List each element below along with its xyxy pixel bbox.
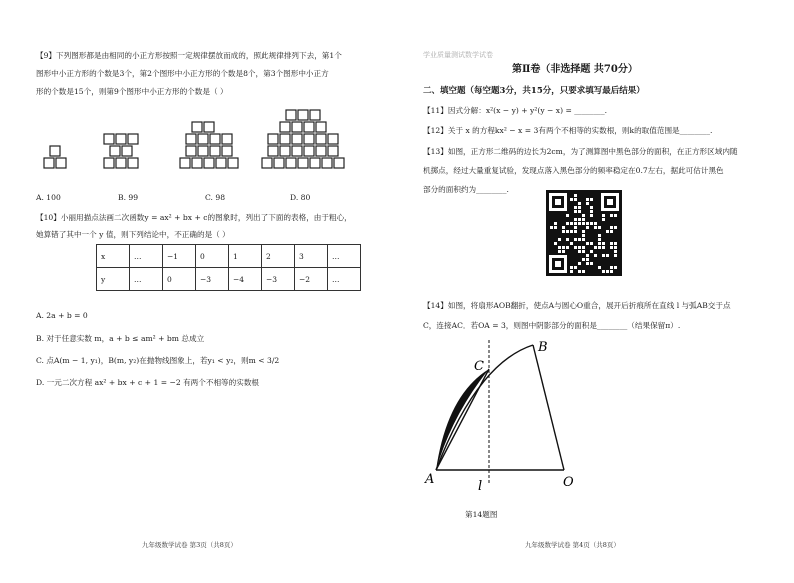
qr-module: [610, 242, 613, 245]
qr-module: [574, 266, 577, 269]
qr-code-image: [546, 190, 622, 276]
qr-module: [590, 206, 593, 209]
pattern-square: [316, 146, 326, 156]
label-b: B: [538, 340, 548, 355]
qr-module: [554, 222, 557, 225]
qr-module: [582, 258, 585, 261]
qr-module: [582, 270, 585, 273]
pattern-square: [210, 146, 220, 156]
pattern-square: [110, 146, 120, 156]
qr-module: [566, 214, 569, 217]
pattern-square: [186, 146, 196, 156]
qr-module: [574, 194, 577, 197]
qr-module: [574, 206, 577, 209]
qr-module: [598, 238, 601, 241]
pattern-square: [128, 134, 138, 144]
pattern-square: [328, 134, 338, 144]
pattern-square: [210, 134, 220, 144]
qr-module: [570, 198, 573, 201]
part-title: 第Ⅱ卷（非选择题 共70分）: [512, 64, 638, 75]
qr-module: [570, 270, 573, 273]
section-heading: 二、填空题（每空题3分，共15分，只要求填写最后结果）: [423, 86, 645, 96]
qr-module: [562, 246, 565, 249]
q13-line3: 部分的面积约为________.: [423, 185, 509, 194]
table-cell: x: [97, 245, 130, 268]
pattern-square: [192, 122, 202, 132]
pattern-square: [304, 134, 314, 144]
radius-ob: [533, 345, 564, 470]
pattern-square: [280, 146, 290, 156]
qr-module: [570, 222, 573, 225]
table-cell: 3: [295, 245, 328, 268]
qr-module: [566, 230, 569, 233]
qr-module: [610, 214, 613, 217]
qr-module: [602, 214, 605, 217]
table-cell: 2: [262, 245, 295, 268]
qr-module: [582, 238, 585, 241]
pattern-square: [310, 158, 320, 168]
qr-module: [570, 230, 573, 233]
qr-module: [614, 242, 617, 245]
pattern-square: [186, 134, 196, 144]
qr-module: [574, 238, 577, 241]
qr-module: [598, 246, 601, 249]
qr-module: [610, 226, 613, 229]
pattern-square: [286, 158, 296, 168]
label-l: l: [478, 479, 483, 494]
figure-caption: 第14题图: [465, 510, 498, 519]
table-cell: −2: [295, 268, 328, 291]
table-cell: −3: [196, 268, 229, 291]
qr-module: [574, 246, 577, 249]
qr-module: [562, 230, 565, 233]
table-cell: −4: [229, 268, 262, 291]
pattern-square: [198, 146, 208, 156]
q10-line1: 【10】小丽用描点法画二次函数y = ax² + bx + c的图象时，列出了下面的表格，由于粗心，: [36, 213, 352, 222]
qr-module: [590, 242, 593, 245]
pattern-square: [316, 122, 326, 132]
q11: 【11】因式分解：x²(x − y) + y²(y − x) = ________.: [423, 106, 608, 115]
pattern-square: [50, 146, 60, 156]
q10-line2: 她算错了其中一个 y 值，则下列结论中，不正确的是（ ）: [36, 230, 230, 239]
qr-module: [550, 226, 553, 229]
pattern-square: [180, 158, 190, 168]
qr-module: [578, 218, 581, 221]
qr-module: [574, 218, 577, 221]
pattern-square: [192, 158, 202, 168]
pattern-square: [334, 158, 344, 168]
qr-module: [598, 234, 601, 237]
q14-sector-figure: [417, 335, 617, 495]
pattern-square: [304, 146, 314, 156]
qr-module: [586, 198, 589, 201]
qr-module: [578, 210, 581, 213]
label-c: C: [474, 359, 484, 374]
qr-module: [578, 222, 581, 225]
pattern-square: [280, 134, 290, 144]
qr-module: [602, 242, 605, 245]
pattern-square: [292, 146, 302, 156]
qr-module: [610, 266, 613, 269]
pattern-square: [304, 122, 314, 132]
pattern-square: [222, 134, 232, 144]
table-cell: 0: [163, 268, 196, 291]
qr-module: [554, 242, 557, 245]
qr-module: [578, 246, 581, 249]
q13-line2: 机掷点，经过大量重复试验，发现点落入黑色部分的频率稳定在0.7左右，据此可估计黑色: [423, 166, 724, 175]
table-cell: −3: [262, 268, 295, 291]
qr-module: [570, 266, 573, 269]
qr-module: [606, 230, 609, 233]
qr-module: [582, 222, 585, 225]
q9-option-c[interactable]: C. 98: [205, 193, 226, 202]
q10-option-d[interactable]: D. 一元二次方程 ax² + bx + c + 1 = −2 有两个不相等的实数根: [36, 378, 260, 387]
table-cell: 0: [196, 245, 229, 268]
q9-line2: 图形中小正方形的个数是3个，第2个图形中小正方形的个数是8个，第3个图形中小正方: [36, 69, 329, 78]
qr-module: [558, 250, 561, 253]
q9-option-d[interactable]: D. 80: [290, 193, 311, 202]
pattern-square: [116, 134, 126, 144]
qr-module: [578, 206, 581, 209]
qr-module: [582, 214, 585, 217]
qr-module: [582, 230, 585, 233]
pattern-square: [56, 158, 66, 168]
pattern-square: [44, 158, 54, 168]
pattern-square: [322, 158, 332, 168]
left-footer: 九年级数学试卷 第3页（共8页）: [142, 541, 237, 549]
qr-module: [582, 218, 585, 221]
qr-module: [558, 246, 561, 249]
qr-module: [586, 242, 589, 245]
qr-module: [574, 198, 577, 201]
qr-module: [574, 210, 577, 213]
qr-module: [594, 254, 597, 257]
qr-module: [574, 222, 577, 225]
chord-ac: [436, 369, 489, 470]
pattern-square: [116, 158, 126, 168]
pattern-square: [204, 122, 214, 132]
qr-module: [598, 266, 601, 269]
q9-pattern-figure: [30, 98, 370, 180]
pattern-square: [104, 134, 114, 144]
pattern-square: [262, 158, 272, 168]
qr-module: [614, 254, 617, 257]
qr-module: [570, 242, 573, 245]
qr-module: [606, 270, 609, 273]
pattern-square: [274, 158, 284, 168]
qr-module: [598, 226, 601, 229]
qr-module: [614, 246, 617, 249]
q13-line1: 【13】如图，正方形二维码的边长为2cm，为了测算图中黑色部分的面积，在正方形区域内随: [423, 147, 738, 156]
qr-modules: [546, 190, 622, 276]
pattern-square: [228, 158, 238, 168]
table-cell: −1: [163, 245, 196, 268]
q9-line1: 【9】下列图形都是由相同的小正方形按照一定规律摆放而成的，照此规律排列下去，第1个: [36, 51, 342, 60]
pattern-square: [298, 158, 308, 168]
qr-module: [586, 226, 589, 229]
pattern-square: [316, 134, 326, 144]
qr-module: [590, 262, 593, 265]
q14-line2: C，连接AC．若OA = 3，则图中阴影部分的面积是________（结果保留π）.: [423, 321, 681, 330]
q10-option-b[interactable]: B. 对于任意实数 m，a + b ≤ am² + bm 总成立: [36, 334, 205, 343]
qr-module: [586, 202, 589, 205]
pattern-square: [286, 110, 296, 120]
q10-value-table: [96, 244, 361, 291]
qr-module: [594, 246, 597, 249]
qr-module: [566, 222, 569, 225]
qr-module: [602, 254, 605, 257]
qr-module: [602, 270, 605, 273]
pattern-square: [222, 146, 232, 156]
faint-header: 学业质量测试数学试卷: [423, 51, 493, 59]
qr-module: [614, 226, 617, 229]
qr-module: [578, 202, 581, 205]
q9-line3: 形的个数是15个，则第9个图形中小正方形的个数是（ ）: [36, 87, 228, 96]
qr-module: [582, 250, 585, 253]
pattern-square: [198, 134, 208, 144]
qr-module: [590, 214, 593, 217]
qr-module: [602, 246, 605, 249]
qr-module: [586, 262, 589, 265]
qr-module: [566, 238, 569, 241]
qr-module: [614, 250, 617, 253]
pattern-square: [280, 122, 290, 132]
table-row-y: [97, 268, 361, 291]
qr-module: [578, 250, 581, 253]
qr-module: [610, 230, 613, 233]
qr-module: [610, 270, 613, 273]
table-cell: …: [328, 268, 361, 291]
pattern-square: [292, 122, 302, 132]
q9-option-b[interactable]: B. 99: [118, 193, 139, 202]
q10-option-a[interactable]: A. 2a + b = 0: [36, 311, 88, 320]
arc-ab: [436, 345, 533, 470]
table-cell: …: [130, 268, 163, 291]
q12: 【12】关于 x 的方程kx² − x = 3有两个不相等的实数根，则k的取值范围是________.: [423, 126, 713, 135]
label-a: A: [425, 472, 435, 487]
pattern-square: [328, 146, 338, 156]
right-page: [397, 0, 794, 583]
q10-option-c[interactable]: C. 点A(m − 1, y₁)，B(m, y₂)在抛物线图象上，若y₁ < y₂，则m < 3/2: [36, 356, 280, 365]
qr-module: [586, 258, 589, 261]
pattern-square: [216, 158, 226, 168]
qr-module: [586, 222, 589, 225]
table-row-x: [97, 245, 361, 268]
qr-module: [590, 222, 593, 225]
table-cell: …: [328, 245, 361, 268]
qr-module: [574, 230, 577, 233]
qr-module: [602, 218, 605, 221]
qr-module: [594, 226, 597, 229]
qr-module: [562, 226, 565, 229]
qr-module: [582, 234, 585, 237]
qr-module: [594, 222, 597, 225]
qr-module: [578, 270, 581, 273]
qr-module: [558, 238, 561, 241]
right-footer: 九年级数学试卷 第4页（共8页）: [525, 541, 620, 549]
qr-module: [554, 226, 557, 229]
qr-module: [578, 238, 581, 241]
qr-module: [610, 246, 613, 249]
pattern-square: [204, 158, 214, 168]
table-cell: y: [97, 268, 130, 291]
qr-module: [566, 246, 569, 249]
table-cell: …: [130, 245, 163, 268]
pattern-square: [298, 110, 308, 120]
pattern-square: [292, 134, 302, 144]
qr-module: [574, 226, 577, 229]
pattern-square: [104, 158, 114, 168]
label-o: O: [563, 475, 574, 490]
qr-module: [582, 246, 585, 249]
qr-module: [590, 210, 593, 213]
qr-module: [590, 198, 593, 201]
qr-module: [562, 250, 565, 253]
pattern-square: [128, 158, 138, 168]
qr-module: [614, 266, 617, 269]
qr-module: [590, 250, 593, 253]
pattern-square: [268, 134, 278, 144]
table-cell: 1: [229, 245, 262, 268]
qr-module: [578, 262, 581, 265]
q14-line1: 【14】如图，将扇形AOB翻折，使点A与圆心O重合，展开后折痕所在直线 l 与弧AB交于点: [423, 301, 731, 310]
qr-module: [586, 254, 589, 257]
qr-module: [614, 214, 617, 217]
pattern-square: [122, 146, 132, 156]
q9-option-a[interactable]: A. 100: [36, 193, 61, 202]
pattern-square: [268, 146, 278, 156]
pattern-square: [310, 110, 320, 120]
qr-module: [598, 242, 601, 245]
qr-module: [606, 254, 609, 257]
